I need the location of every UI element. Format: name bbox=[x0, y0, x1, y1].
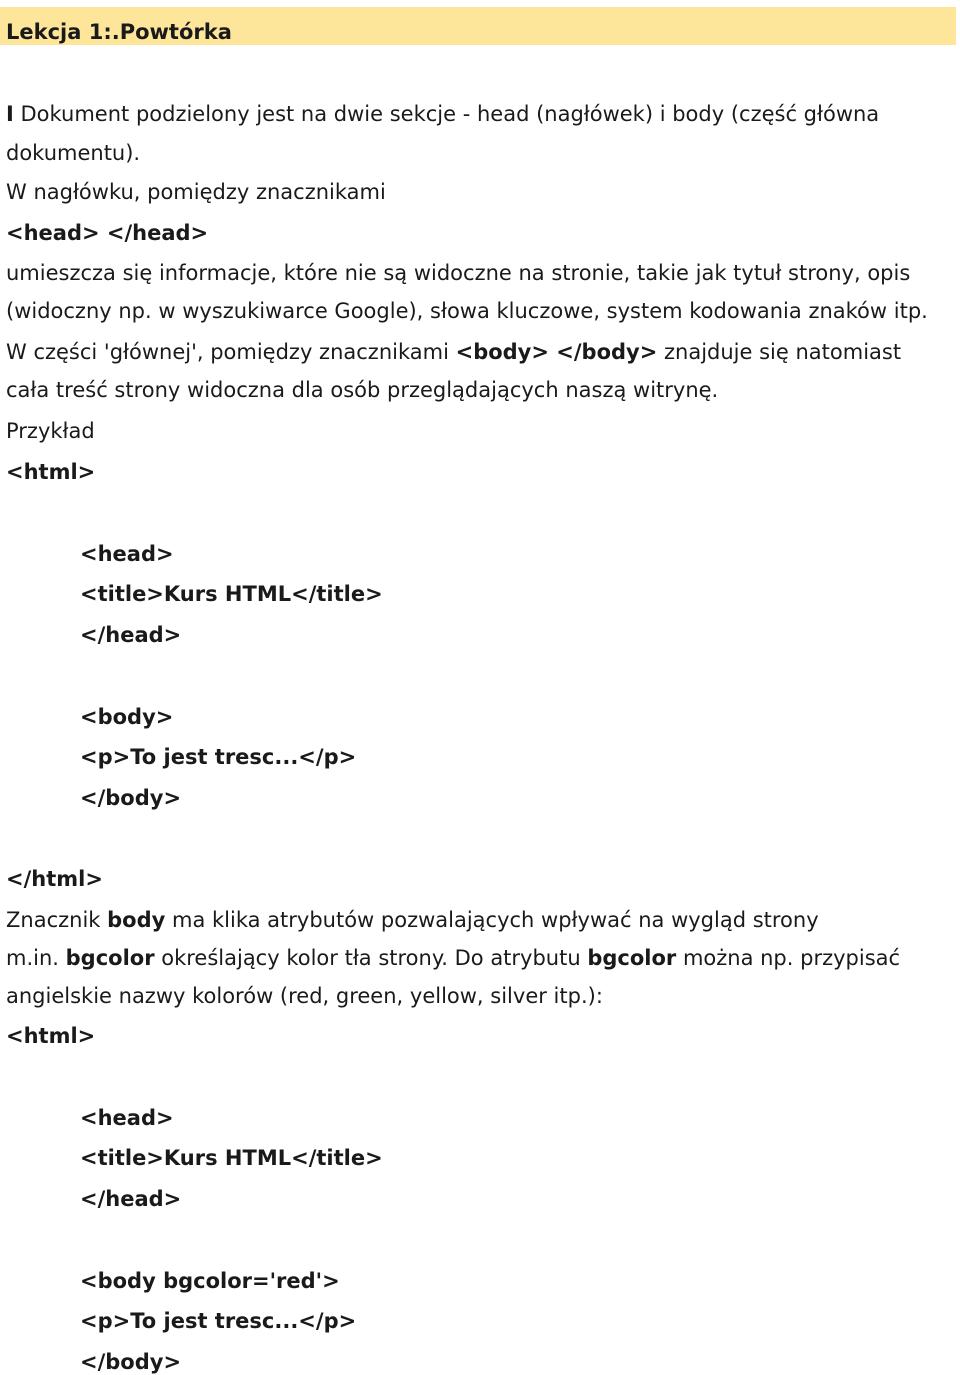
example2-p-tag: <p>To jest tresc...</p> bbox=[80, 1309, 357, 1333]
example1-html-open: <html> bbox=[6, 460, 96, 484]
example2-html-open: <html> bbox=[6, 1024, 96, 1048]
intro-line-3: W nagłówku, pomiędzy znacznikami bbox=[6, 180, 386, 204]
intro-line-8: cała treść strony widoczna dla osób przeglądających naszą witrynę. bbox=[6, 378, 719, 402]
attrs-bgcolor-keyword-1: bgcolor bbox=[65, 946, 155, 970]
intro-line-1-text: Dokument podzielony jest na dwie sekcje - head (nagłówek) i body (część główna bbox=[13, 102, 880, 126]
example2-head-open: <head> bbox=[80, 1106, 174, 1130]
intro-line-2: dokumentu). bbox=[6, 141, 141, 165]
example1-p-tag: <p>To jest tresc...</p> bbox=[80, 745, 357, 769]
intro-body-tags: <body> </body> bbox=[455, 340, 658, 364]
intro-head-tags: <head> </head> bbox=[6, 221, 209, 245]
intro-line-7-a: W części 'głównej', pomiędzy znacznikami bbox=[6, 340, 456, 364]
attrs-line-2 bbox=[6, 944, 900, 972]
attrs-line-2-e: można np. przypisać bbox=[676, 946, 901, 970]
example2-body-open: <body bgcolor='red'> bbox=[80, 1269, 340, 1293]
attrs-line-1-a: Znacznik bbox=[6, 908, 108, 932]
example1-head-open: <head> bbox=[80, 542, 174, 566]
intro-line-5: umieszcza się informacje, które nie są widoczne na stronie, takie jak tytuł strony, opis bbox=[6, 261, 911, 285]
example2-body-close: </body> bbox=[80, 1350, 182, 1374]
attrs-line-3: angielskie nazwy kolorów (red, green, yellow, silver itp.): bbox=[6, 984, 603, 1008]
attrs-bgcolor-keyword-2: bgcolor bbox=[587, 946, 677, 970]
example1-title-tag: <title>Kurs HTML</title> bbox=[80, 582, 383, 606]
intro-line-7 bbox=[6, 338, 901, 366]
attrs-body-keyword: body bbox=[107, 908, 166, 932]
attrs-line-1-c: ma klika atrybutów pozwalających wpływać na wygląd strony bbox=[165, 908, 819, 932]
example1-head-close: </head> bbox=[80, 623, 182, 647]
example2-title-tag: <title>Kurs HTML</title> bbox=[80, 1146, 383, 1170]
attrs-line-1 bbox=[6, 906, 819, 934]
attrs-line-2-a: m.in. bbox=[6, 946, 66, 970]
attrs-line-2-c: określający kolor tła strony. Do atrybutu bbox=[154, 946, 588, 970]
intro-line-6: (widoczny np. w wyszukiwarce Google), słowa kluczowe, system kodowania znaków itp. bbox=[6, 299, 928, 323]
example1-html-close: </html> bbox=[6, 867, 103, 891]
page-title: Lekcja 1:.Powtórka bbox=[6, 20, 232, 44]
example-label: Przykład bbox=[6, 419, 95, 443]
intro-roman-numeral: I bbox=[6, 102, 14, 126]
example2-head-close: </head> bbox=[80, 1187, 182, 1211]
example1-body-close: </body> bbox=[80, 786, 182, 810]
intro-line-7-c: znajduje się natomiast bbox=[657, 340, 902, 364]
intro-line-1 bbox=[6, 100, 879, 128]
example1-body-open: <body> bbox=[80, 705, 174, 729]
